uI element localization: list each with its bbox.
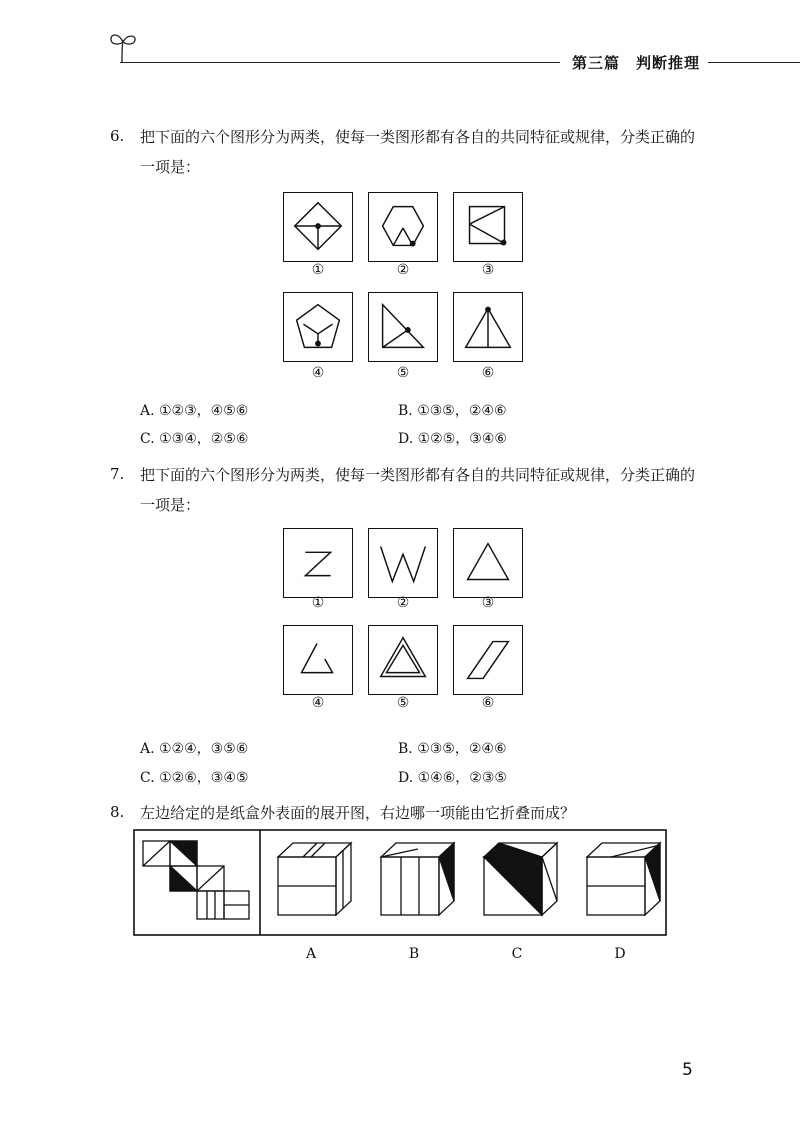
q6-figure-5 [368,292,438,362]
q6-option-d[interactable]: D. ①②⑤，③④⑥ [398,431,507,447]
q6-label-2: ② [396,262,410,278]
q7-label-2: ② [396,595,410,611]
q7-text: 把下面的六个图形分为两类，使每一类图形都有各自的共同特征或规律，分类正确的一项是： [140,466,696,514]
q8-cube-d [587,843,660,915]
section-title: 第三篇 判断推理 [572,54,701,72]
q6-label-3: ③ [481,262,495,278]
q7-label-6: ⑥ [481,695,495,711]
q7-label-5: ⑤ [396,695,410,711]
q7-figure-4 [283,625,353,695]
q8-figure-panel [133,829,667,936]
q7-option-d[interactable]: D. ①④⑥，②③⑤ [398,770,507,786]
q7-option-b[interactable]: B. ①③⑤，②④⑥ [398,741,507,757]
q8-cube-a [278,843,351,915]
q7-figure-3 [453,528,523,598]
q7-number: 7. [110,465,125,483]
page-number: 5 [682,1060,693,1080]
q6-option-c[interactable]: C. ①③④，②⑤⑥ [140,431,249,447]
header-rule-right [708,62,800,63]
q6-label-4: ④ [311,365,325,381]
q6-figure-6 [453,292,523,362]
q7-figure-6 [453,625,523,695]
q7-figure-1 [283,528,353,598]
q8-cube-b [381,843,454,915]
q6-option-a[interactable]: A. ①②③，④⑤⑥ [140,403,249,419]
q8-choice-a[interactable]: A [305,946,317,962]
q8-net [143,841,249,919]
q7-option-c[interactable]: C. ①②⑥，③④⑤ [140,770,249,786]
header-rule-left [120,62,560,63]
q7-figure-2 [368,528,438,598]
q7-label-4: ④ [311,695,325,711]
q8-text: 左边给定的是纸盒外表面的展开图，右边哪一项能由它折叠而成？ [140,804,576,822]
q8-choice-b[interactable]: B [408,946,420,962]
q6-figure-3 [453,192,523,262]
q6-option-b[interactable]: B. ①③⑤，②④⑥ [398,403,507,419]
q8-choice-c[interactable]: C [511,946,523,962]
q6-label-1: ① [311,262,325,278]
q6-label-6: ⑥ [481,365,495,381]
sprout-icon [106,28,140,64]
q7-figure-5 [368,625,438,695]
q7-label-3: ③ [481,595,495,611]
q6-text: 把下面的六个图形分为两类，使每一类图形都有各自的共同特征或规律，分类正确的一项是： [140,128,696,176]
q8-number: 8. [110,803,125,821]
q7-option-a[interactable]: A. ①②④，③⑤⑥ [140,741,249,757]
q6-figure-4 [283,292,353,362]
q6-figure-2 [368,192,438,262]
q8-choice-d[interactable]: D [614,946,626,962]
q6-number: 6. [110,127,125,145]
q6-label-5: ⑤ [396,365,410,381]
q8-cube-c [484,843,557,915]
q6-figure-1 [283,192,353,262]
q7-label-1: ① [311,595,325,611]
